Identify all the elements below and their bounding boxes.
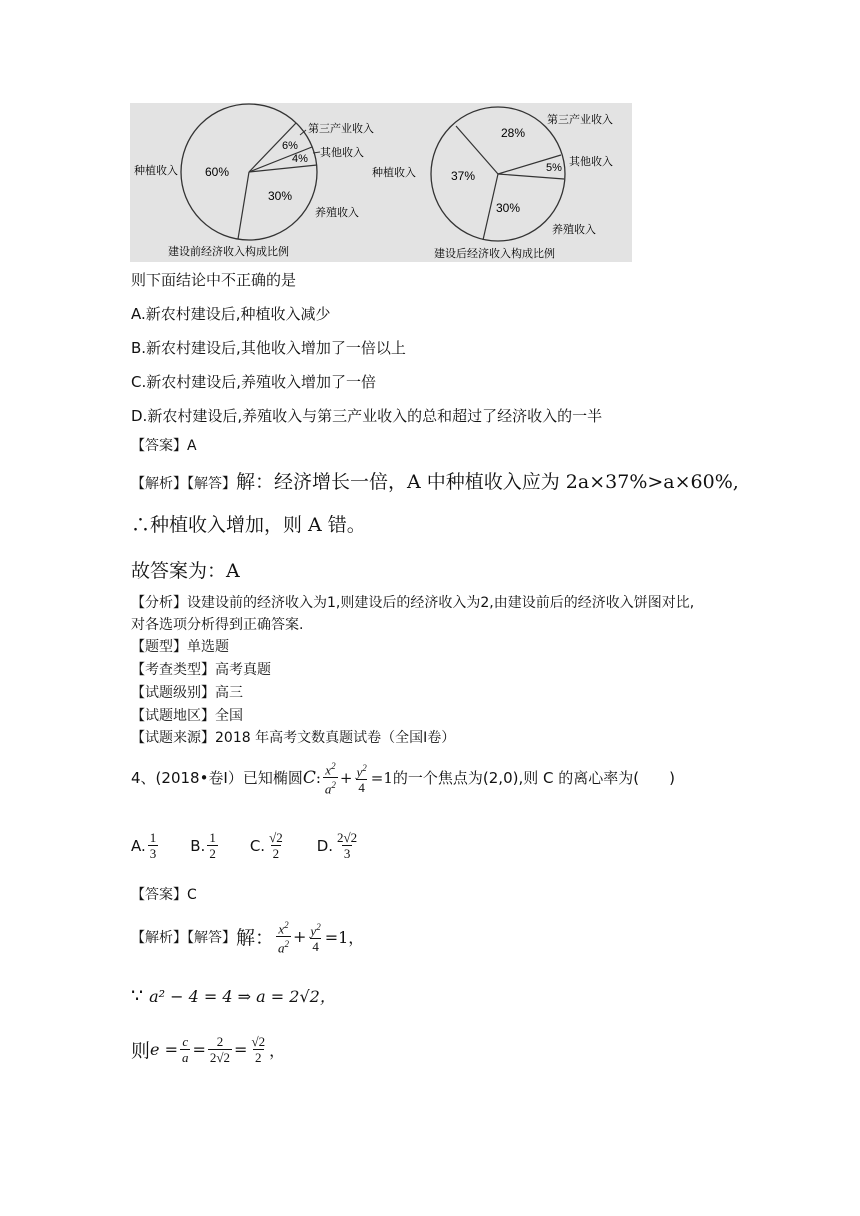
q4-then: 则 [131,1040,151,1062]
q4-analysis-frac-x2-a2: $\frac{x^2}{a^2}$ [278,920,290,956]
q4-frac-2-2root2 [208,1034,232,1065]
q4-e-eq: e = [150,1040,178,1059]
q4-answer [131,884,197,904]
q4-option-b-frac [207,830,218,861]
pie-after-label-other: 其他收入 [569,155,613,168]
q4-x: x [325,762,332,778]
pie-charts-svg [130,103,632,262]
q4-a-den: a [181,1050,189,1065]
q3-option-a: A.新农村建设后,种植收入减少 [131,305,331,323]
q4-frac-x2-a2: $\frac{x^2}{a^2}$ [324,761,336,797]
q4-option-a-label: A. [131,836,146,855]
q3-analysis-line1 [131,467,739,494]
q4-option-b-den: 2 [209,846,216,861]
q4-because: ∵ [131,984,144,1007]
q4-option-c-den: 2 [272,846,280,861]
pie-before-label-planting: 种植收入 [134,164,178,177]
q4-stem-suffix: 的一个焦点为(2,0),则 C 的离心率为( ) [392,769,675,788]
q4-analysis-four: 4 [312,938,319,954]
pie-before-pct-other: 4% [292,153,308,165]
q4-option-d-label: D. [316,836,334,855]
q4-four: 4 [358,779,365,795]
q4-analysis-y: y [310,922,317,938]
q3-analysis-line2: ∴种植收入增加，则 A 错。 [131,514,366,536]
q4-option-a-num: 1 [149,830,157,845]
q4-two: 2 [216,1034,224,1049]
q4-analysis-line2 [131,984,336,1007]
pie-after-label-tertiary: 第三产业收入 [547,113,613,126]
pie-after-label-planting: 种植收入 [372,166,416,179]
figure-background [130,103,632,262]
q4-option-c-label: C. [249,836,266,855]
q3-answer [131,435,197,455]
q3-meta-type: 【题型】单选题 [131,639,229,655]
q4-stem [131,759,675,797]
q4-frac-root2-2 [249,1034,267,1065]
pie-before-label-breeding: 养殖收入 [315,206,359,219]
q3-meta-source: 【试题来源】2018 年高考文数真题试卷（全国Ⅰ卷） [131,730,456,746]
q3-answer-tag: 【答案】 [131,438,187,454]
q4-option-a-frac [148,830,159,861]
q4-plus: + [339,768,353,787]
q4-stem-prefix: 4、(2018•卷Ⅰ）已知椭圆 [131,769,303,788]
q4-analysis-line3: 则 e = $\frac{c}{a}$ = $\frac{2}{2√2}$ = $\frac{√2}{2}$ ， [131,1034,286,1065]
q4-frac-y2-4: $\frac{y^2}{4}$ [356,762,367,795]
q3-option-b: B.新农村建设后,其他收入增加了一倍以上 [131,339,406,357]
q4-tail-comma: ， [269,1041,286,1060]
pie-after-caption: 建设后经济收入构成比例 [434,247,555,260]
q4-root2: √2 [251,1034,266,1049]
q4-option-b-label: B. [190,836,206,855]
q3-fenxi-line2: 对各选项分析得到正确答案. [131,617,304,633]
q4-a: a [324,781,332,797]
pie-before-caption: 建设前经济收入构成比例 [168,245,289,258]
q3-fenxi-line1: 【分析】设建设前的经济收入为1,则建设后的经济收入为2,由建设前后的经济收入饼图对比, [131,595,695,611]
pie-after-pct-other: 5% [546,162,562,174]
pie-before-pct-tertiary: 6% [282,140,298,152]
q4-answer-tag: 【答案】 [131,887,187,903]
q4-option-c-frac [267,830,285,861]
q4-option-d-frac [335,830,359,861]
q4-analysis-line1 [131,918,364,956]
pie-before-label-tertiary: 第三产业收入 [308,122,374,135]
q3-analysis-text1: 解：经济增长一倍，A 中种植收入应为 2a×37%>a×60%, [236,471,739,493]
q4-options [131,830,361,861]
q4-option-c-num: √2 [269,830,283,845]
q4-two-root2: 2√2 [209,1050,231,1065]
pie-before-pct-breeding: 30% [268,189,293,203]
pie-before-pct-planting: 60% [205,165,230,179]
pie-after-pct-breeding: 30% [496,201,521,215]
pie-after-label-breeding: 养殖收入 [552,223,596,236]
pie-after-pct-tertiary: 28% [501,126,526,140]
q4-option-a-den: 3 [149,846,157,861]
q4-analysis-x: x [278,921,285,937]
pie-before-label-other: 其他收入 [320,146,364,159]
q4-analysis-eq: =1， [324,928,365,948]
q4-analysis-a: a [278,940,285,956]
q4-eq1: =1 [370,768,393,787]
q4-jie: 解： [236,927,275,950]
q4-option-d-num: 2√2 [337,830,358,845]
q3-final-answer: 故答案为：A [131,560,240,582]
q3-prompt: 则下面结论中不正确的是 [131,271,297,289]
q4-analysis-frac-y2-4: $\frac{y^2}{4}$ [310,921,321,954]
q3-option-c: C.新农村建设后,养殖收入增加了一倍 [131,373,377,391]
q3-meta-region: 【试题地区】全国 [131,708,243,724]
q4-stem-colon: : [315,768,321,787]
q3-answer-value: A [187,438,197,454]
q4-stem-c: C [302,767,316,788]
q4-y: y [356,763,363,779]
q4-option-b-num: 1 [209,830,216,845]
q4-step2: a² − 4 = 4 ⇒ a = 2√2， [149,987,336,1006]
pie-after-pct-planting: 37% [451,169,476,183]
q4-answer-value: C [187,887,197,903]
q4-two-den: 2 [255,1050,262,1065]
q3-option-d: D.新农村建设后,养殖收入与第三产业收入的总和超过了经济收入的一半 [131,407,603,425]
q4-option-d-den: 3 [343,846,351,861]
pie-chart-figure [130,103,632,262]
q4-frac-c-a [180,1034,191,1065]
q4-c: c [182,1034,189,1049]
q4-analysis-plus: + [293,927,307,947]
q4-analysis-tag: 【解析】【解答】 [131,929,236,946]
q3-meta-category: 【考查类型】高考真题 [131,662,271,678]
q3-analysis-tag: 【解析】【解答】 [131,476,236,492]
q3-meta-level: 【试题级别】高三 [131,685,243,701]
